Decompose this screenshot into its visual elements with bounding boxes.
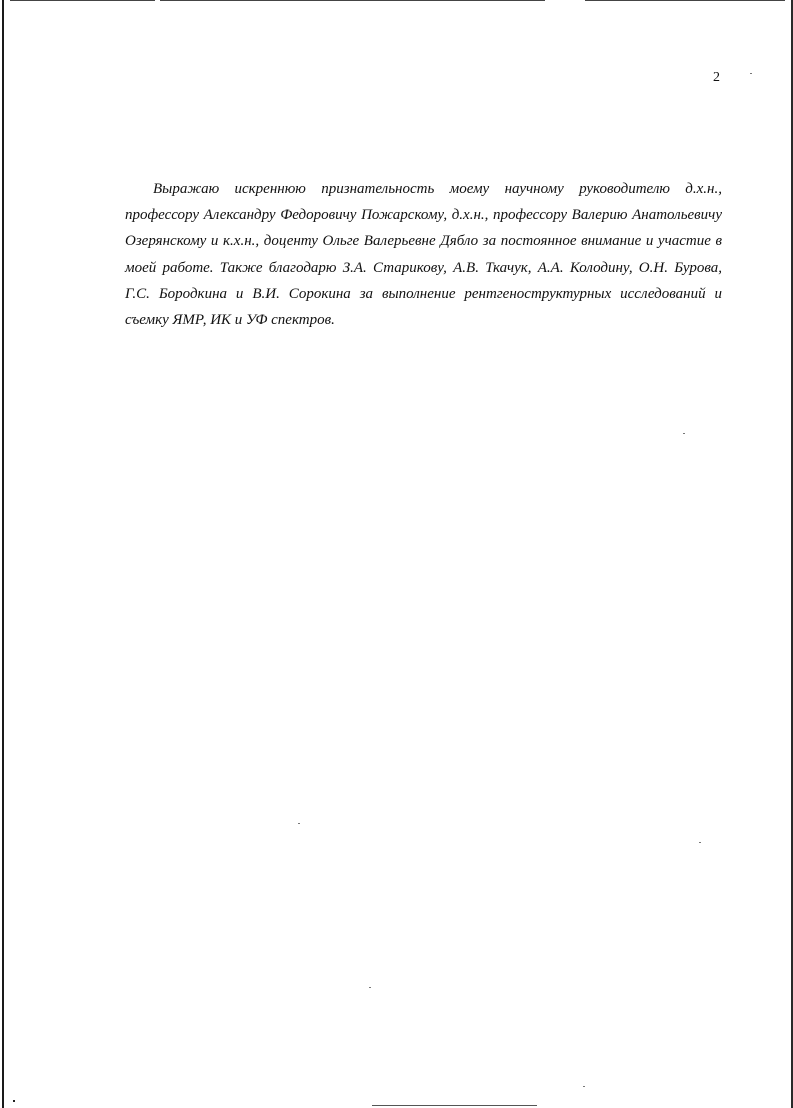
scan-speck	[583, 1086, 585, 1087]
scan-speck	[699, 842, 701, 843]
acknowledgment-paragraph: Выражаю искреннюю признательность моему научному руководителю д.х.н., профессору Александру Федоровичу Пожарскому, д.х.н., профессору Валерию Анатольевичу Озерянскому и к.х.н., доценту Ольге Валерьевне Дябло за постоянное внимание и участие в моей работе. Также благодарю З.А. Старикову, А.В. Ткачук, А.А. Колодину, О.Н. Бурова, Г.С. Бородкина и В.И. Сорокина за выполнение рентгеноструктурных исследований и съемку ЯМР, ИК и УФ спектров.	[125, 181, 722, 329]
scan-speck	[298, 823, 300, 824]
scan-edge-left	[2, 0, 4, 1108]
scan-edge-top	[10, 0, 155, 1]
scan-edge-top	[585, 0, 785, 1]
scan-edge-bottom	[372, 1105, 537, 1106]
scan-speck	[369, 987, 371, 988]
scan-edge-top	[160, 0, 545, 1]
scan-speck	[683, 433, 685, 434]
page-number: 2	[713, 70, 720, 85]
scan-speck	[13, 1100, 15, 1102]
scan-speck	[750, 73, 752, 74]
